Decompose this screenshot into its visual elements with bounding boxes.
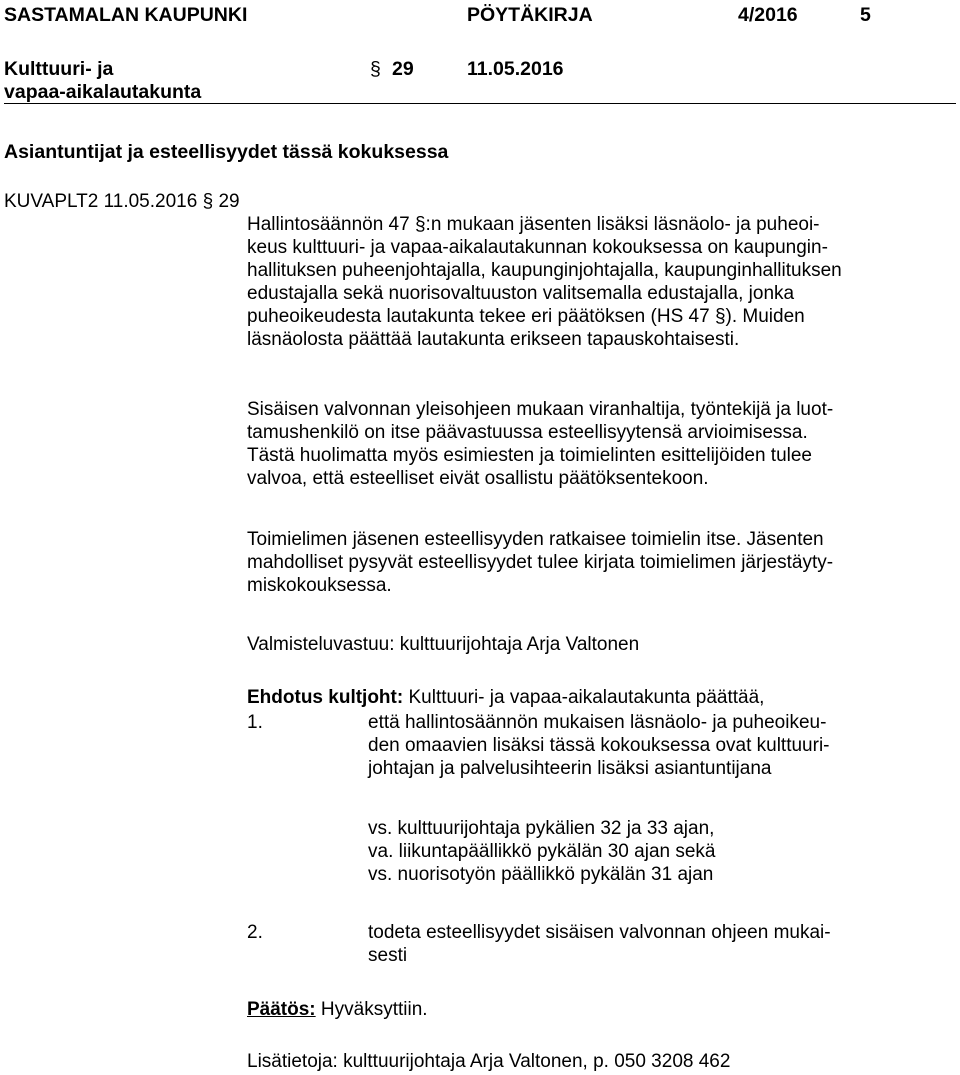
city-name: SASTAMALAN KAUPUNKI — [4, 4, 248, 26]
item1-number: 1. — [247, 712, 263, 733]
text-line: Hallintosäännön 47 §:n mukaan jäsenten lisäksi läsnäolo- ja puheoi- — [247, 214, 820, 235]
text-line: puheoikeudesta lautakunta tekee eri päätöksen (HS 47 §). Muiden — [247, 306, 805, 327]
text-line: sesti — [368, 945, 408, 966]
text-line: että hallintosäännön mukaisen läsnäolo- ja puheoikeu- — [368, 712, 827, 733]
text-line: mahdolliset pysyvät esteellisyydet tulee kirjata toimielimen järjestäyty- — [247, 552, 834, 573]
text-line: valvoa, että esteelliset eivät osallistu päätöksentekoon. — [247, 468, 709, 489]
meeting-date: 11.05.2016 — [467, 58, 564, 80]
text-line: edustajalla sekä nuorisovaltuuston valitsemalla edustajalla, jonka — [247, 283, 795, 304]
list-item: vs. kulttuurijohtaja pykälien 32 ja 33 ajan, — [368, 818, 715, 839]
text-line: Sisäisen valvonnan yleisohjeen mukaan viranhaltija, työntekijä ja luot- — [247, 399, 834, 420]
text-line: johtajan ja palvelusihteerin lisäksi asiantuntijana — [368, 758, 772, 779]
reference-section-symbol: § — [202, 191, 214, 212]
list-item: va. liikuntapäällikkö pykälän 30 ajan sekä — [368, 841, 716, 862]
proposal-line — [247, 686, 764, 709]
text-line: läsnäolosta päättää lautakunta erikseen tapauskohtaisesti. — [247, 329, 740, 350]
paragraph-disqualification — [247, 528, 937, 597]
text-line: hallituksen puheenjohtajalla, kaupunginjohtajalla, kaupunginhallituksen — [247, 260, 842, 281]
text-line: Tästä huolimatta myös esimiesten ja toimielinten esittelijöiden tulee — [247, 445, 812, 466]
text-line: Toimielimen jäsenen esteellisyyden ratkaisee toimielin itse. Jäsenten — [247, 529, 824, 550]
section-symbol: § — [370, 58, 381, 80]
decision-label: Päätös: — [247, 999, 316, 1020]
decision-text: Hyväksyttiin. — [315, 999, 428, 1020]
text-line: tamushenkilö on itse päävastuussa esteellisyytensä arvioimisessa. — [247, 422, 808, 443]
contact-line: Lisätietoja: kulttuurijohtaja Arja Valtonen, p. 050 3208 462 — [247, 1051, 731, 1072]
reference-text: KUVAPLT2 11.05.2016 — [4, 191, 198, 212]
section-number: 29 — [392, 58, 414, 80]
text-line: todeta esteellisyydet sisäisen valvonnan ohjeen mukai- — [368, 922, 831, 943]
proposal-label: Ehdotus kultjoht: — [247, 687, 404, 708]
matter-title: Asiantuntijat ja esteellisyydet tässä kokuksessa — [4, 141, 449, 163]
page-number: 5 — [860, 4, 871, 26]
reference-section-number: 29 — [218, 191, 240, 212]
text-line: keus kulttuuri- ja vapaa-aikalautakunnan kokouksessa on kaupungin- — [247, 237, 828, 258]
matter-reference — [4, 190, 240, 213]
item2-text — [368, 921, 938, 967]
text-line: den omaavien lisäksi tässä kokouksessa ovat kulttuuri- — [368, 735, 830, 756]
document-number: 4/2016 — [738, 4, 798, 26]
item2-number: 2. — [247, 922, 263, 943]
expert-list — [368, 817, 938, 886]
item1-text — [368, 711, 938, 780]
board-name-line1: Kulttuuri- ja — [4, 58, 114, 80]
preparer-line: Valmisteluvastuu: kulttuurijohtaja Arja Valtonen — [247, 634, 640, 655]
document-type: PÖYTÄKIRJA — [467, 4, 593, 26]
text-line: miskokouksessa. — [247, 575, 392, 596]
paragraph-internal-control — [247, 398, 937, 490]
board-name-line2: vapaa-aikalautakunta — [4, 81, 202, 103]
header-divider — [4, 103, 956, 104]
decision-line — [247, 998, 428, 1021]
proposal-text: Kulttuuri- ja vapaa-aikalautakunta päättää, — [403, 687, 765, 708]
paragraph-attendance-rights — [247, 213, 937, 351]
list-item: vs. nuorisotyön päällikkö pykälän 31 ajan — [368, 864, 714, 885]
